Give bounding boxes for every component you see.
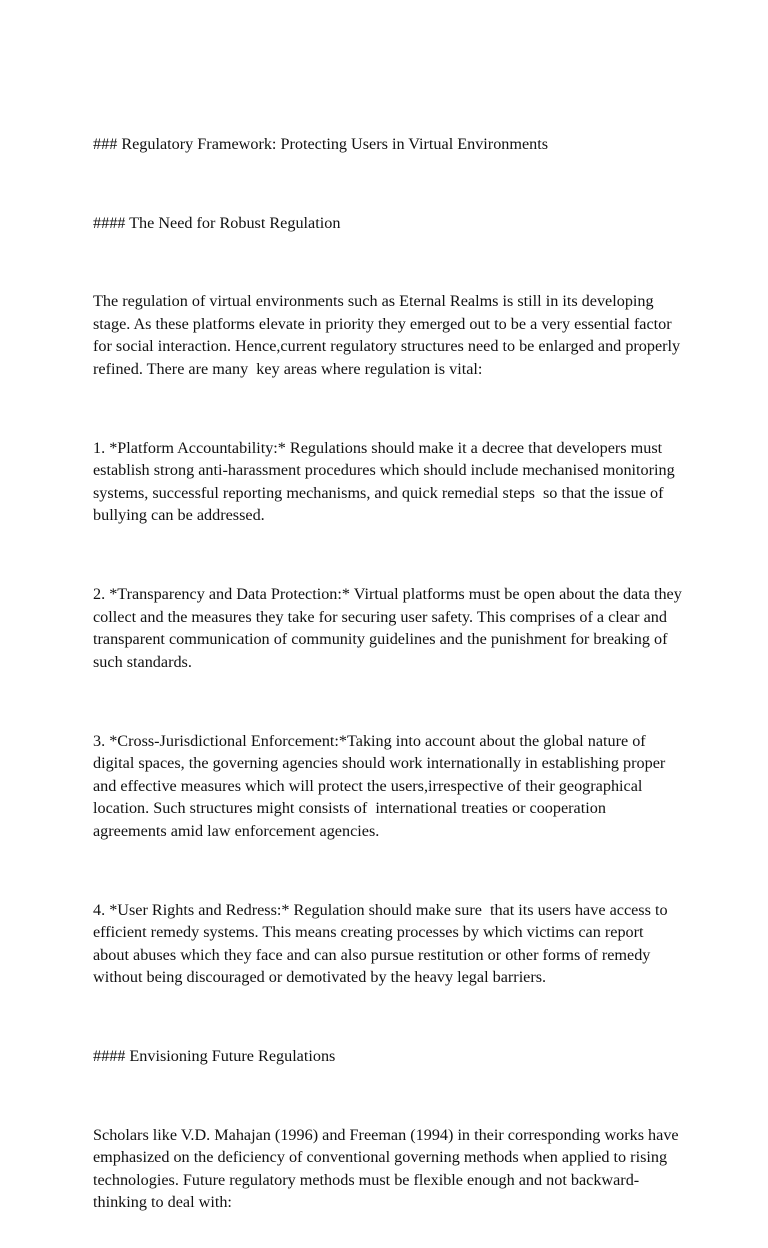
list-item-transparency-data-protection: 2. *Transparency and Data Protection:* Virtual platforms must be open about the data they collect and the measures they take for securing user safety. This comprises of a clear and transparent communication of community guidelines and the punishment for breaking of such standards.	[93, 585, 686, 671]
document-page	[93, 88, 686, 1248]
heading-regulatory-framework: ### Regulatory Framework: Protecting Users in Virtual Environments	[93, 135, 549, 153]
heading-envisioning-future: #### Envisioning Future Regulations	[93, 1047, 336, 1065]
intro-paragraph: The regulation of virtual environments such as Eternal Realms is still in its developing stage. As these platforms elevate in priority they emerged out to be a very essential factor for social interaction. Hence,current regulatory structures need to be enlarged and properly refined. There are many key areas where regulation is vital:	[93, 292, 685, 378]
list-item-cross-jurisdictional-enforcement: 3. *Cross-Jurisdictional Enforcement:*Taking into account about the global nature of digital spaces, the governing agencies should work internationally in establishing proper and effective measures which will protect the users,irrespective of their geographical location. Such structures might consists of international treaties or cooperation agreements amid law enforcement agencies.	[93, 731, 670, 840]
list-item-platform-accountability: 1. *Platform Accountability:* Regulations should make it a decree that developers must establish strong anti-harassment procedures which should include mechanised monitoring systems, successful reporting mechanisms, and quick remedial steps so that the issue of bullying can be addressed.	[93, 438, 679, 524]
heading-need-for-regulation: #### The Need for Robust Regulation	[93, 213, 341, 232]
list-item-user-rights-redress: 4. *User Rights and Redress:* Regulation should make sure that its users have access to efficient remedy systems. This means creating processes by which victims can report about abuses which they face and can also pursue restitution or other forms of remedy without being discouraged or demotivated by the heavy legal barriers.	[93, 900, 672, 986]
closing-paragraph: Scholars like V.D. Mahajan (1996) and Freeman (1994) in their corresponding works have emphasized on the deficiency of conventional governing methods when applied to rising technologies. Future regulatory methods must be flexible enough and not backward-thinking to deal with:	[93, 1125, 683, 1211]
